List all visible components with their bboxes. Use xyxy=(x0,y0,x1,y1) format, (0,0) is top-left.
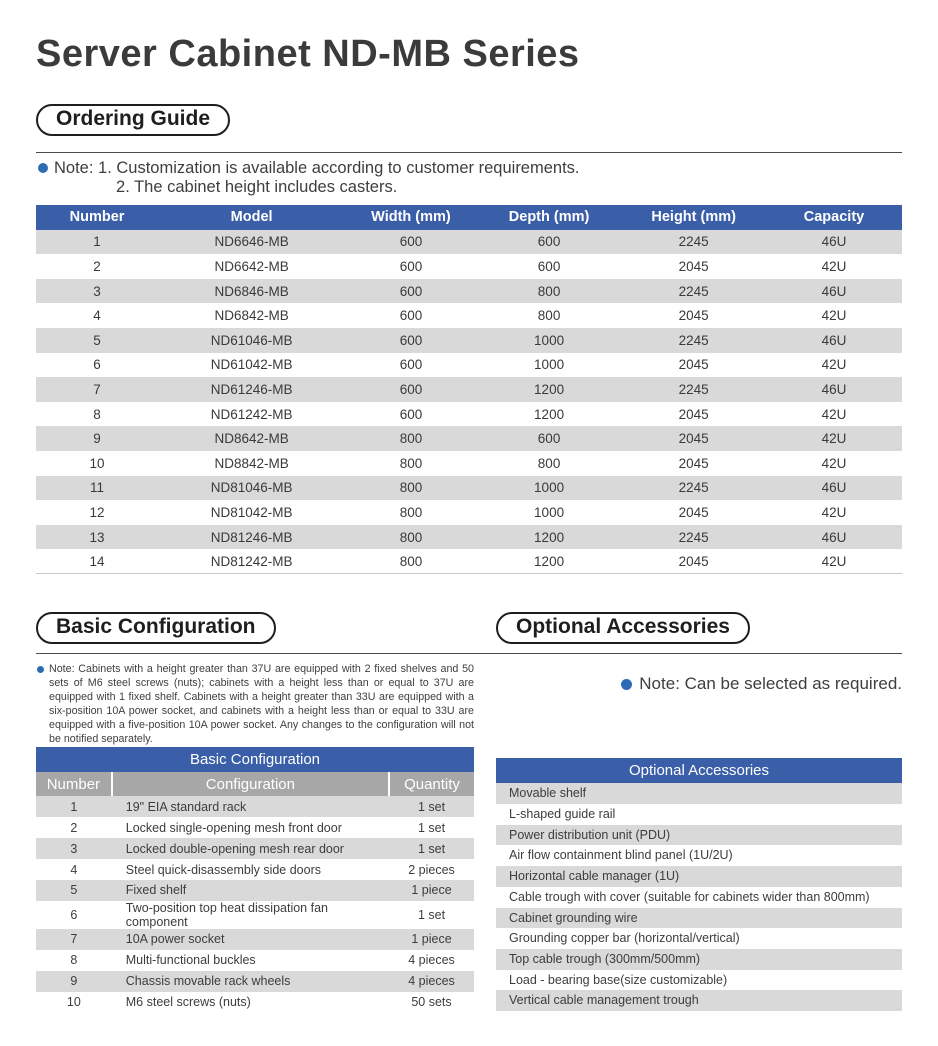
cell-configuration: Locked single-opening mesh front door xyxy=(125,820,342,835)
cell-model: ND6646-MB xyxy=(214,234,289,250)
cell-height: 2045 xyxy=(678,504,709,520)
cell-depth: 1000 xyxy=(534,480,565,496)
cell-model: ND61242-MB xyxy=(210,406,293,422)
cell-capacity: 42U xyxy=(821,455,847,471)
cell-model: ND81042-MB xyxy=(210,504,293,520)
table-row xyxy=(36,476,902,501)
basic-config-heading-cell xyxy=(36,612,474,644)
table-row xyxy=(36,549,902,574)
cell-capacity: 46U xyxy=(821,332,847,348)
table-row xyxy=(36,525,902,550)
optional-accessories-heading-cell xyxy=(496,612,902,644)
note-line: 2. The cabinet height includes casters. xyxy=(116,178,398,197)
cell-capacity: 46U xyxy=(821,234,847,250)
cell-capacity: 42U xyxy=(821,504,847,520)
cell-capacity: 46U xyxy=(821,283,847,299)
col-header-configuration: Configuration xyxy=(112,772,389,796)
cell-configuration: M6 steel screws (nuts) xyxy=(125,994,251,1009)
cell-capacity: 46U xyxy=(821,529,847,545)
optional-accessories-heading: Optional Accessories xyxy=(496,612,750,644)
cell-number: 3 xyxy=(70,841,78,856)
cell-number: 14 xyxy=(89,553,105,569)
cell-number: 8 xyxy=(93,406,101,422)
cell-depth: 600 xyxy=(537,431,561,447)
cell-model: ND8842-MB xyxy=(214,455,289,471)
col-header-number: Number xyxy=(36,772,112,796)
table-row xyxy=(36,880,474,901)
cell-width: 600 xyxy=(399,406,423,422)
basic-configuration-heading: Basic Configuration xyxy=(36,612,276,644)
cell-number: 5 xyxy=(93,332,101,348)
cell-depth: 800 xyxy=(537,283,561,299)
cell-configuration: 10A power socket xyxy=(125,932,225,947)
table-row xyxy=(36,950,474,971)
cell-number: 4 xyxy=(70,862,78,877)
table-row xyxy=(36,402,902,427)
table-row xyxy=(36,377,902,402)
col-header-depth: Depth (mm) xyxy=(477,205,622,230)
table-row xyxy=(36,859,474,880)
cell-number: 2 xyxy=(70,820,78,835)
cell-width: 600 xyxy=(399,283,423,299)
cell-model: ND6642-MB xyxy=(214,258,289,274)
table-row xyxy=(36,353,902,378)
cell-width: 800 xyxy=(399,431,423,447)
cell-width: 600 xyxy=(399,308,423,324)
cell-depth: 1200 xyxy=(534,381,565,397)
cell-height: 2245 xyxy=(678,381,709,397)
cell-configuration: Chassis movable rack wheels xyxy=(125,974,291,989)
cell-number: 6 xyxy=(70,907,78,922)
basic-configuration-column xyxy=(36,654,474,1012)
optional-accessories-note-zone xyxy=(496,674,902,758)
cell-number: 8 xyxy=(70,953,78,968)
cell-height: 2045 xyxy=(678,308,709,324)
cell-configuration: Fixed shelf xyxy=(125,883,187,898)
list-item: Cabinet grounding wire xyxy=(496,908,902,929)
cell-configuration: Multi-functional buckles xyxy=(125,953,256,968)
note-line: 1. Customization is available according to customer requirements. xyxy=(98,159,580,177)
table-row xyxy=(36,451,902,476)
cell-width: 600 xyxy=(399,381,423,397)
col-header-height: Height (mm) xyxy=(621,205,766,230)
cell-width: 800 xyxy=(399,529,423,545)
cell-width: 600 xyxy=(399,357,423,373)
basic-config-note-zone xyxy=(36,663,474,747)
cell-height: 2245 xyxy=(678,234,709,250)
cell-quantity: 4 pieces xyxy=(408,953,455,968)
cell-depth: 600 xyxy=(537,234,561,250)
cell-model: ND6842-MB xyxy=(214,308,289,324)
cell-number: 2 xyxy=(93,258,101,274)
col-header-model: Model xyxy=(158,205,345,230)
basic-config-table-title: Basic Configuration xyxy=(36,747,474,772)
list-item: Air flow containment blind panel (1U/2U) xyxy=(496,845,902,866)
cell-depth: 800 xyxy=(537,455,561,471)
table-row xyxy=(36,971,474,992)
cell-quantity: 1 piece xyxy=(411,883,452,898)
optional-accessories-column xyxy=(496,654,902,1012)
cell-model: ND61046-MB xyxy=(210,332,293,348)
list-item: Top cable trough (300mm/500mm) xyxy=(496,949,902,970)
bullet-icon xyxy=(37,666,44,673)
ordering-note xyxy=(36,159,902,198)
ordering-table-body xyxy=(36,230,902,574)
cell-capacity: 42U xyxy=(821,308,847,324)
cell-number: 3 xyxy=(93,283,101,299)
cell-model: ND6846-MB xyxy=(214,283,289,299)
cell-model: ND81242-MB xyxy=(210,553,293,569)
cell-width: 800 xyxy=(399,553,423,569)
cell-height: 2045 xyxy=(678,406,709,422)
cell-capacity: 42U xyxy=(821,431,847,447)
cell-quantity: 1 set xyxy=(417,820,446,835)
cell-depth: 1000 xyxy=(534,332,565,348)
cell-height: 2245 xyxy=(678,480,709,496)
cell-quantity: 1 set xyxy=(417,907,446,922)
list-item: Vertical cable management trough xyxy=(496,990,902,1011)
table-row xyxy=(36,992,474,1013)
cell-number: 4 xyxy=(93,308,101,324)
table-row xyxy=(36,254,902,279)
two-column-section xyxy=(36,654,902,1012)
cell-width: 800 xyxy=(399,455,423,471)
cell-number: 11 xyxy=(90,480,105,496)
optional-accessories-note-text: Note: Can be selected as required. xyxy=(639,674,902,694)
list-item: Grounding copper bar (horizontal/vertical) xyxy=(496,928,902,949)
cell-width: 800 xyxy=(399,504,423,520)
basic-config-note xyxy=(36,663,474,746)
basic-config-table-body xyxy=(36,796,474,1012)
table-row xyxy=(36,901,474,929)
cell-height: 2045 xyxy=(678,357,709,373)
optional-accessories-list xyxy=(496,783,902,1011)
cell-capacity: 46U xyxy=(821,381,847,397)
cell-capacity: 42U xyxy=(821,258,847,274)
basic-config-table xyxy=(36,772,474,1012)
cell-quantity: 50 sets xyxy=(411,994,452,1009)
cell-configuration: Two-position top heat dissipation fan component xyxy=(125,900,328,929)
cell-number: 10 xyxy=(66,994,81,1009)
cell-model: ND61042-MB xyxy=(210,357,293,373)
table-row xyxy=(36,817,474,838)
list-item: Horizontal cable manager (1U) xyxy=(496,866,902,887)
cell-model: ND8642-MB xyxy=(214,431,289,447)
cell-depth: 1200 xyxy=(534,406,565,422)
bullet-icon xyxy=(38,163,48,173)
cell-quantity: 2 pieces xyxy=(408,862,455,877)
ordering-table-header xyxy=(36,205,902,230)
col-header-quantity: Quantity xyxy=(389,772,474,796)
cell-capacity: 42U xyxy=(821,357,847,373)
cell-capacity: 46U xyxy=(821,480,847,496)
cell-model: ND81246-MB xyxy=(210,529,293,545)
cell-number: 6 xyxy=(93,357,101,373)
col-header-capacity: Capacity xyxy=(766,205,902,230)
cell-model: ND81046-MB xyxy=(210,480,293,496)
cell-capacity: 42U xyxy=(821,553,847,569)
table-row xyxy=(36,279,902,304)
bullet-icon xyxy=(621,679,632,690)
cell-number: 7 xyxy=(70,932,78,947)
cell-number: 9 xyxy=(70,974,78,989)
list-item: Cable trough with cover (suitable for cabinets wider than 800mm) xyxy=(496,887,902,908)
page-title: Server Cabinet ND-MB Series xyxy=(36,33,580,75)
cell-quantity: 4 pieces xyxy=(408,974,455,989)
cell-number: 1 xyxy=(93,234,101,250)
table-row xyxy=(36,328,902,353)
cell-number: 13 xyxy=(89,529,105,545)
cell-number: 9 xyxy=(93,431,101,447)
cell-height: 2045 xyxy=(678,455,709,471)
ordering-table xyxy=(36,205,902,575)
cell-width: 600 xyxy=(399,258,423,274)
cell-number: 12 xyxy=(89,504,105,520)
list-item: Power distribution unit (PDU) xyxy=(496,825,902,846)
basic-config-table-header xyxy=(36,772,474,796)
cell-depth: 600 xyxy=(537,258,561,274)
cell-height: 2045 xyxy=(678,553,709,569)
table-row xyxy=(36,426,902,451)
basic-config-note-text: Note: Cabinets with a height greater than 37U are equipped with 2 fixed shelves and 50 sets of M6 steel screws (nuts); cabinets with a height less than or equal to 37U are equipped with 1 fixed shelf. Cabinets with a height greater than 33U are equipped with a six-position 10A power socket, and cabinets with a height less than or equal to 33U are equipped with a five-position 10A power socket. Any changes to the configuration will not be notified separately. xyxy=(49,663,474,745)
table-row xyxy=(36,838,474,859)
cell-depth: 1000 xyxy=(534,357,565,373)
table-row xyxy=(36,303,902,328)
cell-depth: 1200 xyxy=(534,553,565,569)
cell-model: ND61246-MB xyxy=(210,381,293,397)
section-headings-row xyxy=(36,612,902,644)
optional-accessories-list-title: Optional Accessories xyxy=(496,758,902,783)
optional-accessories-note xyxy=(496,674,902,694)
col-header-number: Number xyxy=(36,205,158,230)
cell-quantity: 1 piece xyxy=(411,932,452,947)
cell-height: 2245 xyxy=(678,283,709,299)
table-row xyxy=(36,796,474,817)
cell-height: 2245 xyxy=(678,332,709,348)
ordering-guide-heading: Ordering Guide xyxy=(36,104,230,136)
note-lines xyxy=(98,159,579,198)
cell-configuration: 19" EIA standard rack xyxy=(125,799,247,814)
cell-quantity: 1 set xyxy=(417,799,446,814)
list-item: L-shaped guide rail xyxy=(496,804,902,825)
col-header-width: Width (mm) xyxy=(345,205,477,230)
note-label: Note: xyxy=(54,159,94,177)
cell-depth: 800 xyxy=(537,308,561,324)
cell-number: 10 xyxy=(89,455,105,471)
cell-width: 600 xyxy=(399,332,423,348)
cell-width: 800 xyxy=(399,480,423,496)
cell-depth: 1000 xyxy=(534,504,565,520)
list-item: Movable shelf xyxy=(496,783,902,804)
table-row xyxy=(36,929,474,950)
cell-capacity: 42U xyxy=(821,406,847,422)
list-item: Load - bearing base(size customizable) xyxy=(496,970,902,991)
cell-depth: 1200 xyxy=(534,529,565,545)
cell-width: 600 xyxy=(399,234,423,250)
cell-number: 7 xyxy=(93,381,101,397)
divider xyxy=(36,152,902,153)
cell-configuration: Steel quick-disassembly side doors xyxy=(125,862,321,877)
cell-height: 2245 xyxy=(678,529,709,545)
table-row xyxy=(36,230,902,255)
table-row xyxy=(36,500,902,525)
cell-height: 2045 xyxy=(678,258,709,274)
cell-number: 1 xyxy=(70,799,78,814)
cell-quantity: 1 set xyxy=(417,841,446,856)
cell-height: 2045 xyxy=(678,431,709,447)
cell-number: 5 xyxy=(70,883,78,898)
cell-configuration: Locked double-opening mesh rear door xyxy=(125,841,344,856)
